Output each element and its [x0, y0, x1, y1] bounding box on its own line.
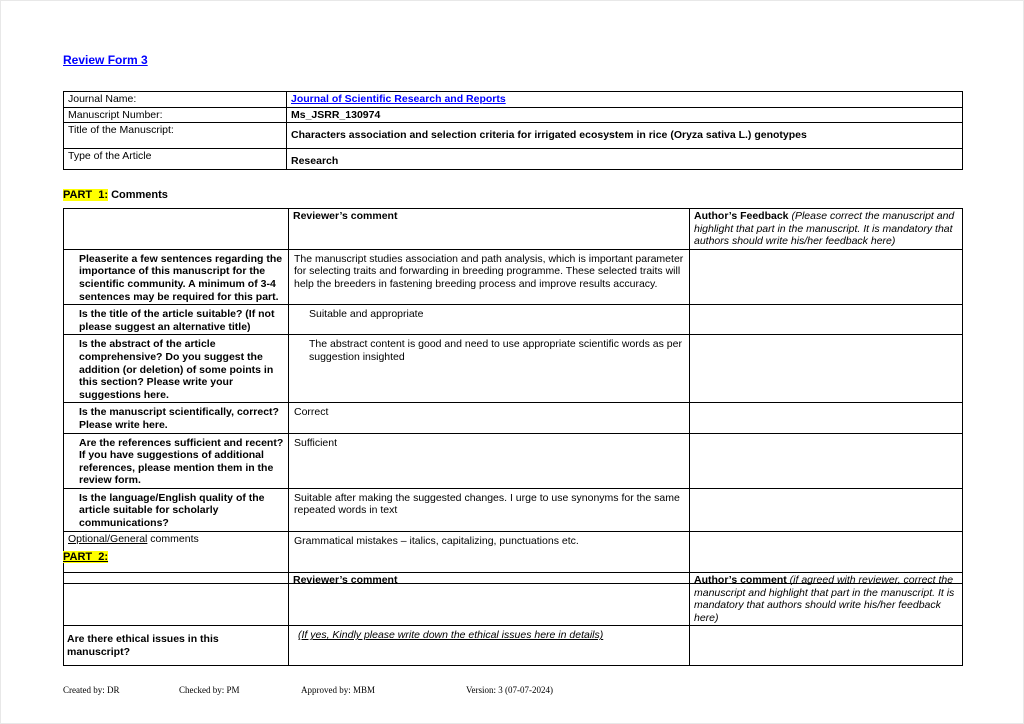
reviewer-comment-language: Suitable after making the suggested changes. I urge to use synonyms for the same repeated words in text	[289, 488, 690, 531]
question-importance: Pleaserite a few sentences regarding the importance of this manuscript for the scientific community. A minimum of 3-4 sentences may be required for this part.	[64, 249, 289, 304]
journal-name-link[interactable]: Journal of Scientific Research and Reports	[291, 93, 506, 105]
reviewer-comment-ethics: (If yes, Kindly please write down the ethical issues here in details)	[289, 626, 690, 666]
table-row	[64, 488, 963, 531]
manuscript-title-label: Title of the Manuscript:	[64, 123, 287, 149]
page-title: Review Form 3	[63, 53, 148, 67]
author-comment-header-note: (if agreed with reviewer, correct the manuscript and highlight that part in the manuscript. It is mandatory that authors should write his/her feedback here)	[694, 574, 955, 624]
table-row	[64, 626, 963, 666]
article-type-label: Type of the Article	[64, 149, 287, 170]
reviewer-comment-optional: Grammatical mistakes – italics, capitalizing, punctuations etc.	[289, 531, 690, 583]
author-feedback-cell[interactable]	[690, 403, 963, 433]
optional-general-rest: comments	[147, 532, 199, 545]
article-type-value: Research	[287, 149, 963, 170]
manuscript-number-value: Ms_JSRR_130974	[287, 107, 963, 123]
question-scientifically-correct: Is the manuscript scientifically, correct? Please write here.	[64, 403, 289, 433]
part1-comments-table	[63, 208, 963, 584]
author-feedback-cell[interactable]	[690, 488, 963, 531]
part2-heading-highlight: PART 2:	[63, 551, 109, 563]
part1-heading-rest: Comments	[108, 189, 168, 201]
manuscript-number-label: Manuscript Number:	[64, 107, 287, 123]
table-row	[64, 335, 963, 403]
empty-header-cell	[64, 209, 289, 250]
manuscript-title-value: Characters association and selection criteria for irrigated ecosystem in rice (Oryza sativa L.) genotypes	[287, 123, 963, 149]
question-ethical-issues: Are there ethical issues in this manuscript?	[64, 626, 289, 666]
author-feedback-cell[interactable]	[690, 335, 963, 403]
table-row	[64, 433, 963, 488]
table-row	[64, 107, 963, 123]
reviewer-comment-title: Suitable and appropriate	[289, 305, 690, 335]
journal-name-label: Journal Name:	[64, 92, 287, 108]
question-title-suitable: Is the title of the article suitable? (If not please suggest an alternative title)	[64, 305, 289, 335]
part1-heading	[63, 189, 168, 201]
empty-header-cell	[64, 573, 289, 626]
table-row	[64, 123, 963, 149]
table-row	[64, 92, 963, 108]
reviewer-comment-header: Reviewer’s comment	[289, 573, 690, 626]
author-comment-header-title: Author’s comment	[694, 574, 787, 586]
footer-version: Version: 3 (07-07-2024)	[466, 685, 553, 695]
table-header-row	[64, 209, 963, 250]
manuscript-info-table	[63, 91, 963, 170]
author-feedback-header	[690, 209, 963, 250]
table-row	[64, 305, 963, 335]
footer-created-by: Created by: DR	[63, 685, 120, 695]
reviewer-comment-importance: The manuscript studies association and path analysis, which is important parameter for selecting traits and forwarding in breeding programme. These selected traits will help the breeders in fastening breeding process and improve results accuracy.	[289, 249, 690, 304]
author-feedback-cell[interactable]	[690, 433, 963, 488]
table-row	[64, 249, 963, 304]
question-abstract: Is the abstract of the article comprehensive? Do you suggest the addition (or deletion) of some points in this section? Please write your suggestions here.	[64, 335, 289, 403]
footer-checked-by: Checked by: PM	[179, 685, 240, 695]
part2-heading	[63, 551, 108, 563]
author-feedback-header-title: Author’s Feedback	[694, 210, 789, 222]
footer-approved-by: Approved by: MBM	[301, 685, 375, 695]
reviewer-comment-correct: Correct	[289, 403, 690, 433]
table-row	[64, 403, 963, 433]
part1-heading-highlight: PART 1:	[63, 189, 109, 201]
reviewer-comment-references: Sufficient	[289, 433, 690, 488]
question-references: Are the references sufficient and recent? If you have suggestions of additional references, please mention them in the review form.	[64, 433, 289, 488]
author-comment-header	[690, 573, 963, 626]
reviewer-comment-abstract: The abstract content is good and need to use appropriate scientific words as per suggestion insighted	[289, 335, 690, 403]
author-comment-cell[interactable]	[690, 626, 963, 666]
author-feedback-cell[interactable]	[690, 249, 963, 304]
author-feedback-header-note: (Please correct the manuscript and highlight that part in the manuscript. It is mandatory that authors should write his/her feedback here)	[694, 210, 955, 248]
table-row	[64, 149, 963, 170]
author-feedback-cell[interactable]	[690, 305, 963, 335]
question-language-quality: Is the language/English quality of the article suitable for scholarly communications?	[64, 488, 289, 531]
reviewer-comment-header: Reviewer’s comment	[289, 209, 690, 250]
part2-ethics-table	[63, 572, 963, 666]
table-header-row	[64, 573, 963, 626]
optional-general-underlined: Optional/General	[68, 532, 148, 545]
